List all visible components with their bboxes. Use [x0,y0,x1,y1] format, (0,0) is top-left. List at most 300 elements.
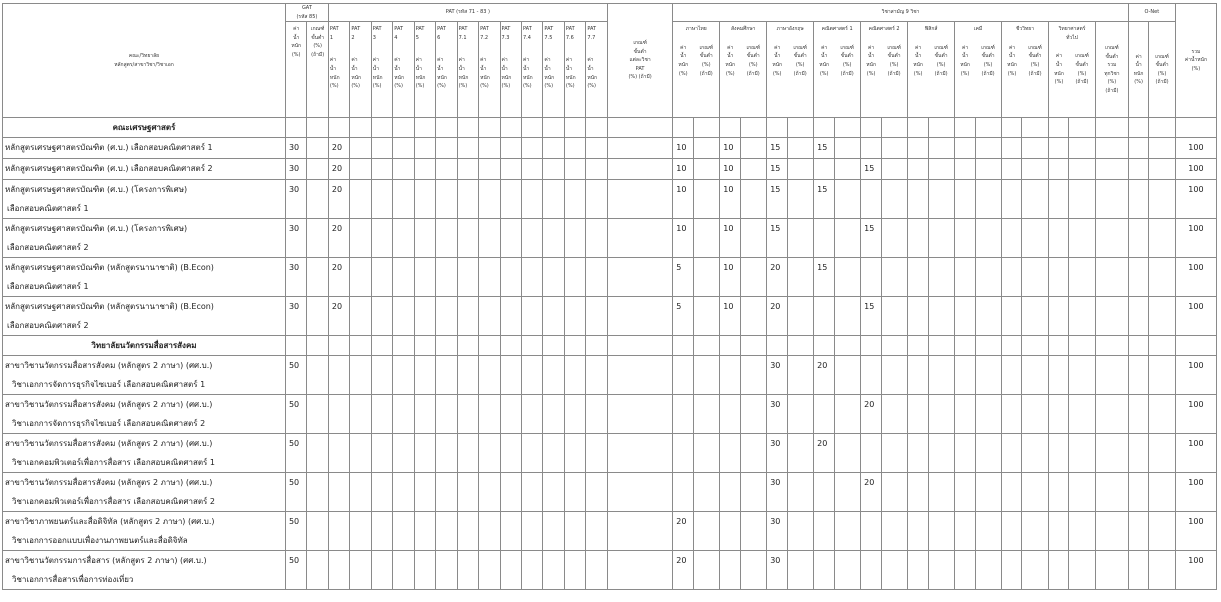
header-pat-col: PAT 7.2 ค่า น้ำ หนัก (%) [479,22,500,118]
value-cell [673,395,693,434]
value-cell [607,356,672,395]
value-cell: 20 [861,473,881,512]
header-pat-weight: ค่า น้ำ หนัก (%) [329,57,340,90]
value-cell [787,473,814,512]
header-nine-total-min: เกณฑ์ ขั้นต่ำ รวม ทุกวิชา (%) (ถ้ามี) [1095,22,1128,118]
value-cell [908,138,928,159]
value-cell [740,138,767,159]
value-cell [908,551,928,590]
value-cell: 50 [285,473,306,512]
value-cell [955,434,975,473]
table-header [3,4,1217,118]
value-cell [586,219,608,258]
header-pat-group: PAT (รหัส 71 - 83 ) [328,4,607,22]
value-cell [607,512,672,551]
program-row [3,180,1217,219]
value-cell [436,138,457,159]
value-cell [1149,473,1176,512]
value-cell [1128,297,1148,336]
value-cell [787,219,814,258]
empty-cell [543,118,564,138]
header-subject-min: เกณฑ์ ขั้นต่ำ (%) (ถ้ามี) [887,44,901,77]
program-detail: เลือกสอบคณิตศาสตร์ 2 [7,321,89,331]
empty-cell [1128,336,1148,356]
value-cell [881,219,908,258]
value-cell [881,434,908,473]
value-cell: 30 [767,356,787,395]
empty-cell [1049,336,1069,356]
value-cell [479,297,500,336]
value-cell [1069,159,1096,180]
value-cell [955,159,975,180]
value-cell [1049,551,1069,590]
value-cell [479,356,500,395]
value-cell [586,356,608,395]
value-cell [436,551,457,590]
total-cell: 100 [1175,473,1216,512]
value-cell [457,512,478,551]
value-cell [457,473,478,512]
value-cell [393,356,414,395]
value-cell [479,512,500,551]
header-pat-col: PAT 4 ค่า น้ำ หนัก (%) [393,22,414,118]
empty-cell [693,336,720,356]
value-cell [393,434,414,473]
value-cell [393,551,414,590]
empty-cell [975,118,1002,138]
value-cell [586,159,608,180]
value-cell [436,434,457,473]
value-cell: 20 [328,138,349,159]
value-cell [521,138,542,159]
value-cell [1069,297,1096,336]
value-cell [1002,356,1022,395]
value-cell [479,219,500,258]
value-cell [1049,297,1069,336]
value-cell [564,138,585,159]
value-cell: 15 [767,180,787,219]
value-cell: 30 [285,180,306,219]
program-title: หลักสูตรเศรษฐศาสตรบัณฑิต (หลักสูตรนานาชาติ) (B.Econ) [5,263,214,273]
value-cell [1095,159,1128,180]
value-cell [881,551,908,590]
value-cell [1002,551,1022,590]
value-cell [1002,180,1022,219]
value-cell: 30 [767,473,787,512]
value-cell [564,219,585,258]
value-cell [955,297,975,336]
value-cell [457,159,478,180]
empty-cell [928,336,955,356]
value-cell [834,395,861,434]
value-cell [908,180,928,219]
value-cell [371,258,392,297]
empty-cell [285,118,306,138]
value-cell [693,180,720,219]
value-cell [393,395,414,434]
value-cell [928,434,955,473]
value-cell [861,512,881,551]
value-cell [1049,512,1069,551]
value-cell [861,434,881,473]
value-cell [693,356,720,395]
value-cell [457,356,478,395]
value-cell: 30 [285,138,306,159]
empty-cell [1022,118,1049,138]
header-pat-col: PAT 7.4 ค่า น้ำ หนัก (%) [521,22,542,118]
program-row [3,219,1217,258]
total-cell: 100 [1175,258,1216,297]
empty-cell [479,118,500,138]
value-cell [414,356,435,395]
value-cell [1069,551,1096,590]
empty-cell [955,336,975,356]
section-title: คณะเศรษฐศาสตร์ [3,118,286,138]
value-cell [834,434,861,473]
value-cell [607,258,672,297]
value-cell [834,551,861,590]
value-cell [740,473,767,512]
empty-cell [767,336,787,356]
value-cell [307,159,328,180]
value-cell [564,551,585,590]
value-cell: 10 [673,219,693,258]
program-row [3,473,1217,512]
program-detail: เลือกสอบคณิตศาสตร์ 2 [7,243,89,253]
value-cell [881,138,908,159]
value-cell [975,395,1002,434]
empty-cell [393,336,414,356]
header-subject-weight: ค่า น้ำ หนัก (%) [678,44,689,77]
admission-weight-table [2,3,1217,590]
value-cell [1049,356,1069,395]
value-cell: 15 [767,219,787,258]
value-cell [1049,434,1069,473]
value-cell: 10 [720,180,740,219]
value-cell [908,356,928,395]
program-row [3,356,1217,395]
value-cell [307,512,328,551]
value-cell [543,512,564,551]
value-cell: 10 [673,138,693,159]
header-subject: คณิตศาสตร์ 1 ค่า น้ำ หนัก (%) เกณฑ์ ขั้นต่ำ (%) (ถ้ามี) [814,22,861,118]
value-cell [350,159,371,180]
value-cell: 20 [328,258,349,297]
value-cell [479,551,500,590]
value-cell [564,356,585,395]
header-onet: O-Net [1128,4,1175,22]
value-cell [457,395,478,434]
empty-cell [607,118,672,138]
value-cell [861,180,881,219]
value-cell [720,434,740,473]
value-cell [673,356,693,395]
value-cell [414,138,435,159]
value-cell [436,512,457,551]
value-cell [1128,473,1148,512]
empty-cell [955,118,975,138]
value-cell [1022,434,1049,473]
program-detail: วิชาเอกการออกแบบเพื่องานภาพยนตร์และสื่อดิจิทัล [12,536,188,546]
value-cell [371,138,392,159]
value-cell [975,159,1002,180]
value-cell [521,297,542,336]
value-cell: 20 [328,219,349,258]
value-cell [673,473,693,512]
header-corner-label: คณะ/วิทยาลัย หลักสูตร/สาขาวิชา/วิชาเอก [3,4,286,118]
value-cell [1049,473,1069,512]
value-cell [371,434,392,473]
value-cell [1049,395,1069,434]
value-cell: 20 [673,551,693,590]
program-name [3,512,286,551]
empty-cell [861,118,881,138]
value-cell [881,258,908,297]
header-subject: ฟิสิกส์ ค่า น้ำ หนัก (%) เกณฑ์ ขั้นต่ำ (%) (ถ้ามี) [908,22,955,118]
value-cell [1128,356,1148,395]
value-cell [414,180,435,219]
value-cell [479,434,500,473]
value-cell [787,434,814,473]
header-pat-weight: ค่า น้ำ หนัก (%) [458,57,469,90]
value-cell [350,297,371,336]
value-cell [1069,258,1096,297]
section-header-row [3,118,1217,138]
value-cell [908,473,928,512]
value-cell [1149,219,1176,258]
value-cell [564,395,585,434]
program-title: หลักสูตรเศรษฐศาสตรบัณฑิต (ศ.บ.) (โครงการพิเศษ) [5,224,188,234]
value-cell [586,395,608,434]
header-subject-weight: ค่า น้ำ หนัก (%) [1007,44,1017,77]
program-row [3,138,1217,159]
value-cell [307,434,328,473]
value-cell [521,219,542,258]
value-cell [740,356,767,395]
value-cell [1069,473,1096,512]
empty-cell [787,118,814,138]
value-cell [371,395,392,434]
empty-cell [861,336,881,356]
header-pat-min: เกณฑ์ ขั้นต่ำ แต่ละวิชา PAT (%) (ถ้ามี) [607,4,672,118]
value-cell [586,138,608,159]
empty-cell [1175,336,1216,356]
header-pat-col: PAT 5 ค่า น้ำ หนัก (%) [414,22,435,118]
value-cell [1149,180,1176,219]
value-cell: 5 [673,297,693,336]
value-cell [1022,297,1049,336]
empty-cell [436,118,457,138]
value-cell [928,551,955,590]
value-cell [1049,138,1069,159]
value-cell [861,138,881,159]
value-cell [307,219,328,258]
value-cell [393,473,414,512]
value-cell [521,512,542,551]
empty-cell [586,336,608,356]
value-cell [350,395,371,434]
value-cell [740,551,767,590]
value-cell [543,473,564,512]
value-cell [720,512,740,551]
value-cell: 20 [861,395,881,434]
value-cell: 15 [861,159,881,180]
empty-cell [720,336,740,356]
header-pat-col: PAT 7.5 ค่า น้ำ หนัก (%) [543,22,564,118]
value-cell [928,138,955,159]
value-cell [371,356,392,395]
value-cell [720,395,740,434]
value-cell [787,551,814,590]
value-cell [1095,551,1128,590]
program-detail: เลือกสอบคณิตศาสตร์ 1 [7,282,89,292]
value-cell [1002,395,1022,434]
value-cell [928,356,955,395]
empty-cell [1095,336,1128,356]
value-cell [1022,356,1049,395]
value-cell: 20 [328,297,349,336]
value-cell [740,159,767,180]
value-cell [1022,159,1049,180]
value-cell [607,180,672,219]
program-title: หลักสูตรเศรษฐศาสตรบัณฑิต (ศ.บ.) เลือกสอบคณิตศาสตร์ 2 [5,164,213,174]
header-pat-weight: ค่า น้ำ หนัก (%) [501,57,512,90]
value-cell [908,258,928,297]
value-cell [834,473,861,512]
total-cell: 100 [1175,395,1216,434]
header-gat-min: เกณฑ์ ขั้นต่ำ (%) (ถ้ามี) [307,22,328,118]
value-cell [834,258,861,297]
empty-cell [740,336,767,356]
total-cell: 100 [1175,512,1216,551]
value-cell [500,434,521,473]
value-cell [834,180,861,219]
program-detail: วิชาเอกการจัดการธุรกิจไซเบอร์ เลือกสอบคณิตศาสตร์ 1 [12,380,206,390]
value-cell [881,356,908,395]
total-cell: 100 [1175,219,1216,258]
value-cell [414,512,435,551]
total-cell: 100 [1175,138,1216,159]
empty-cell [371,118,392,138]
empty-cell [328,118,349,138]
value-cell [928,512,955,551]
value-cell [1128,258,1148,297]
value-cell [955,258,975,297]
value-cell [693,138,720,159]
value-cell [521,434,542,473]
value-cell [500,138,521,159]
value-cell [543,258,564,297]
table-body [3,118,1217,590]
value-cell [1049,219,1069,258]
value-cell [521,395,542,434]
value-cell [543,434,564,473]
header-subject: วิทยาศาสตร์ ทั่วไป ค่า น้ำ หนัก (%) เกณฑ์ ขั้นต่ำ (%) (ถ้ามี) [1049,22,1096,118]
value-cell [307,551,328,590]
program-name [3,180,286,219]
value-cell [1149,512,1176,551]
header-pat-weight: ค่า น้ำ หนัก (%) [437,57,447,90]
value-cell [350,219,371,258]
value-cell [975,473,1002,512]
value-cell [693,297,720,336]
value-cell [834,356,861,395]
empty-cell [1069,118,1096,138]
program-detail: วิชาเอกการสื่อสารเพื่อการท่องเที่ยว [12,575,134,585]
value-cell [975,297,1002,336]
value-cell [787,159,814,180]
value-cell [436,297,457,336]
value-cell [975,219,1002,258]
empty-cell [1002,118,1022,138]
value-cell [787,138,814,159]
value-cell [393,138,414,159]
value-cell [1002,138,1022,159]
value-cell [307,473,328,512]
empty-cell [720,118,740,138]
value-cell [436,180,457,219]
empty-cell [350,336,371,356]
value-cell [436,395,457,434]
header-pat-weight: ค่า น้ำ หนัก (%) [480,57,490,90]
value-cell [564,473,585,512]
value-cell [479,138,500,159]
empty-cell [1002,336,1022,356]
program-name [3,473,286,512]
value-cell [436,159,457,180]
value-cell [928,219,955,258]
value-cell [543,395,564,434]
header-pat-col: PAT 7.7 ค่า น้ำ หนัก (%) [586,22,608,118]
value-cell [1002,159,1022,180]
value-cell [586,512,608,551]
value-cell [1049,180,1069,219]
value-cell: 10 [673,159,693,180]
header-pat-col: PAT 7.6 ค่า น้ำ หนัก (%) [564,22,585,118]
value-cell [814,297,834,336]
program-title: สาขาวิชานวัตกรรมการสื่อสาร (หลักสูตร 2 ภาษา) (ศศ.บ.) [5,556,207,566]
total-cell: 100 [1175,356,1216,395]
value-cell [564,258,585,297]
empty-cell [350,118,371,138]
empty-cell [1095,118,1128,138]
header-pat-weight: ค่า น้ำ หนัก (%) [394,57,404,90]
value-cell [479,395,500,434]
value-cell [500,297,521,336]
value-cell [1095,473,1128,512]
value-cell [740,434,767,473]
empty-cell [564,336,585,356]
value-cell [1128,180,1148,219]
header-subject: คณิตศาสตร์ 2 ค่า น้ำ หนัก (%) เกณฑ์ ขั้นต่ำ (%) (ถ้ามี) [861,22,908,118]
value-cell [955,512,975,551]
empty-cell [1069,336,1096,356]
value-cell: 50 [285,512,306,551]
value-cell [436,219,457,258]
header-pat-col: PAT 7.1 ค่า น้ำ หนัก (%) [457,22,478,118]
value-cell [908,159,928,180]
value-cell [881,512,908,551]
total-cell: 100 [1175,180,1216,219]
program-detail: วิชาเอกคอมพิวเตอร์เพื่อการสื่อสาร เลือกสอบคณิตศาสตร์ 1 [12,458,215,468]
header-total: รวม ค่าน้ำหนัก (%) [1175,4,1216,118]
value-cell [1149,297,1176,336]
value-cell [1069,138,1096,159]
empty-cell [881,336,908,356]
program-title: สาขาวิชานวัตกรรมสื่อสารสังคม (หลักสูตร 2 ภาษา) (ศศ.บ.) [5,439,213,449]
value-cell [720,473,740,512]
value-cell [1069,395,1096,434]
